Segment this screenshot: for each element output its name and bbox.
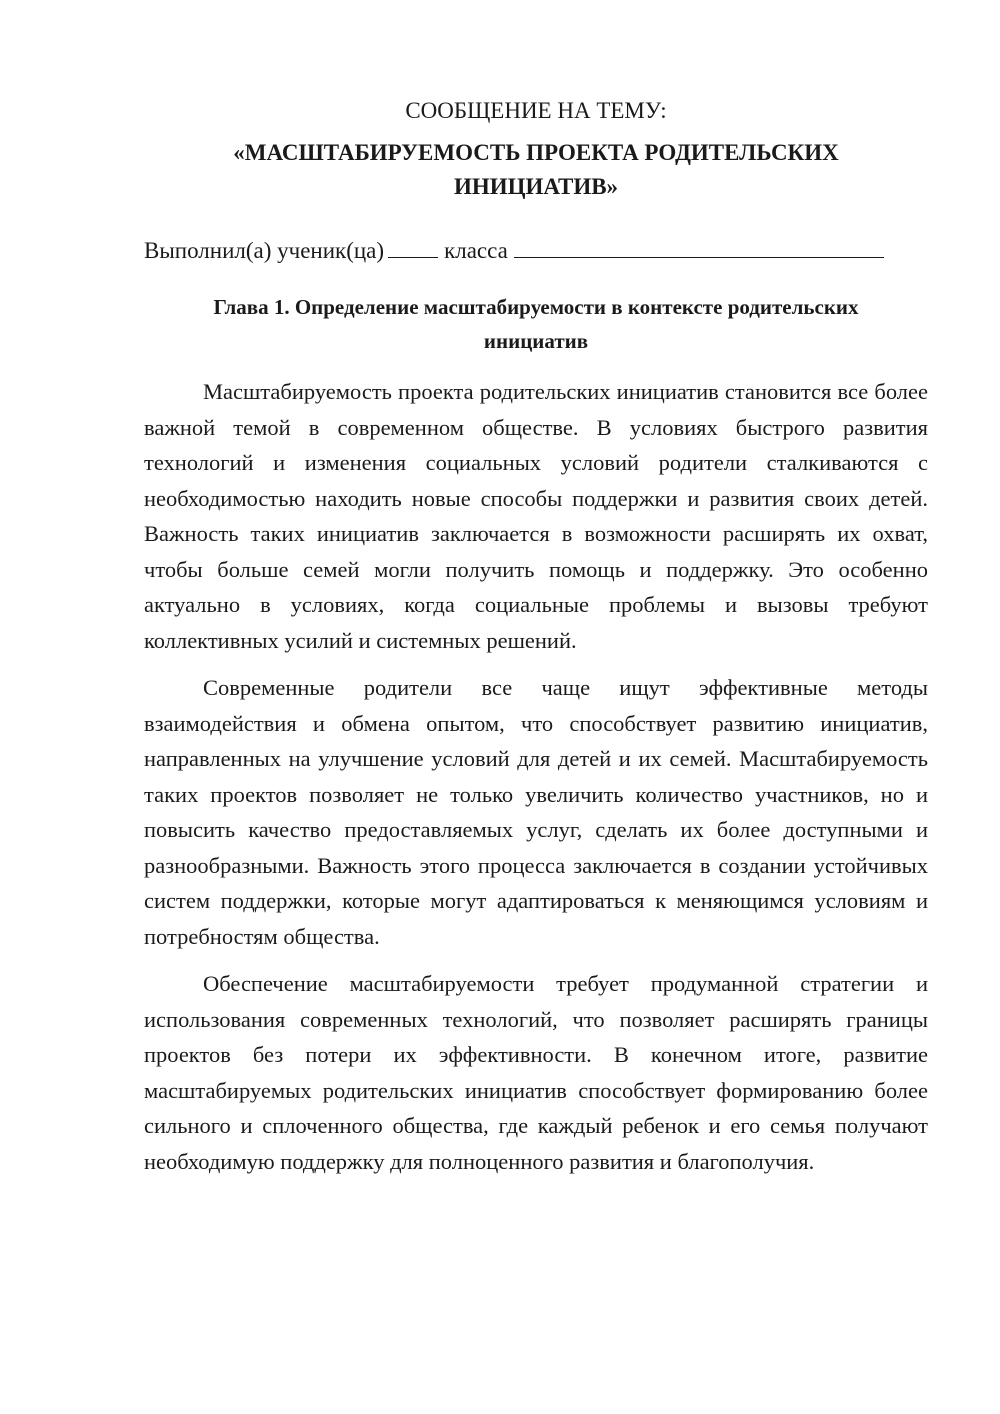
document-page bbox=[144, 94, 928, 1179]
body-paragraph: Масштабируемость проекта родительских инициатив становится все более важной темой в современном обществе. В условиях быстрого развития технологий и изменения социальных условий родители сталкиваются с необходимостью находить новые способы поддержки и развития своих детей. Важность таких инициатив заключается в возможности расширять их охват, чтобы больше семей могли получить помощь и поддержку. Это особенно актуально в условиях, когда социальные проблемы и вызовы требуют коллективных усилий и системных решений. bbox=[144, 379, 928, 653]
class-label: класса bbox=[444, 238, 508, 263]
document-title: «МАСШТАБИРУЕМОСТЬ ПРОЕКТА РОДИТЕЛЬСКИХ ИНИЦИАТИВ» bbox=[233, 140, 839, 199]
grade-blank bbox=[388, 235, 438, 258]
name-blank bbox=[514, 235, 884, 258]
author-label: Выполнил(а) ученик(ца) bbox=[144, 238, 385, 263]
body-paragraph: Современные родители все чаще ищут эффективные методы взаимодействия и обмена опытом, что способствует развитию инициатив, направленных на улучшение условий для детей и их семей. Масштабируемость таких проектов позволяет не только увеличить количество участников, но и повысить качество предоставляемых услуг, сделать их более доступными и разнообразными. Важность этого процесса заключается в создании устойчивых систем поддержки, которые могут адаптироваться к меняющимся условиям и потребностям общества. bbox=[144, 675, 928, 949]
chapter-heading: Глава 1. Определение масштабируемости в контексте родительских инициатив bbox=[213, 295, 859, 353]
document-header bbox=[144, 94, 928, 204]
body-paragraph: Обеспечение масштабируемости требует продуманной стратегии и использования современных технологий, что позволяет расширять границы проектов без потери их эффективности. В конечном итоге, развитие масштабируемых родительских инициатив способствует формированию более сильного и сплоченного общества, где каждый ребенок и его семья получают необходимую поддержку для полноценного развития и благополучия. bbox=[144, 971, 928, 1174]
author-line bbox=[144, 234, 928, 268]
document-kicker: СООБЩЕНИЕ НА ТЕМУ: bbox=[405, 98, 667, 123]
